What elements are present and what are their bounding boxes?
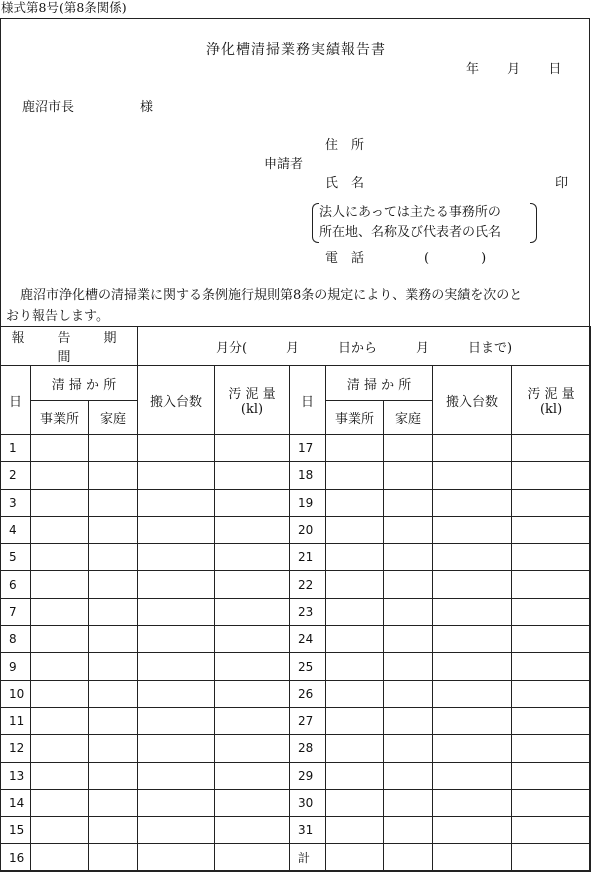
addressee-name: 鹿沼市長 <box>22 100 75 115</box>
units-cell-right[interactable] <box>433 626 512 653</box>
sludge-cell-left[interactable] <box>215 707 290 734</box>
office-cell-right[interactable] <box>326 462 384 489</box>
sludge-cell-left[interactable] <box>215 817 290 844</box>
table-row <box>1 653 591 680</box>
units-cell-right[interactable] <box>433 598 512 625</box>
household-cell-left[interactable] <box>89 598 138 625</box>
household-cell-left[interactable] <box>89 571 138 598</box>
office-cell-right[interactable] <box>326 489 384 516</box>
units-cell-left[interactable] <box>138 571 215 598</box>
sludge-cell-left[interactable] <box>215 762 290 789</box>
sludge-cell-right[interactable] <box>512 462 591 489</box>
applicant-label: 申請者 <box>264 157 304 172</box>
left-bracket <box>312 203 319 243</box>
units-cell-right[interactable] <box>433 817 512 844</box>
day-number-left: 1 <box>1 435 31 462</box>
units-cell-left[interactable] <box>138 789 215 816</box>
household-cell-left[interactable] <box>89 844 138 871</box>
sludge-cell-right[interactable] <box>512 544 591 571</box>
sludge-cell-right[interactable] <box>512 598 591 625</box>
table-row <box>1 789 591 816</box>
units-cell-left[interactable] <box>138 707 215 734</box>
day-number-right: 31 <box>290 817 326 844</box>
day-header-right: 日 <box>290 366 326 435</box>
household-cell-left[interactable] <box>89 626 138 653</box>
office-cell-right[interactable] <box>326 544 384 571</box>
units-cell-left[interactable] <box>138 598 215 625</box>
sludge-cell-left[interactable] <box>215 544 290 571</box>
office-cell-right[interactable] <box>326 598 384 625</box>
household-cell-left[interactable] <box>89 544 138 571</box>
sludge-cell-right[interactable] <box>512 680 591 707</box>
units-cell-right[interactable] <box>433 489 512 516</box>
household-cell-right[interactable] <box>384 626 433 653</box>
office-cell-right[interactable] <box>326 653 384 680</box>
units-cell-left[interactable] <box>138 626 215 653</box>
month-label: 月 <box>507 62 521 77</box>
units-cell-right[interactable] <box>433 735 512 762</box>
day-number-right: 28 <box>290 735 326 762</box>
household-cell-left[interactable] <box>89 735 138 762</box>
sludge-header-left <box>215 366 290 435</box>
household-cell-right[interactable] <box>384 462 433 489</box>
sludge-cell-left[interactable] <box>215 680 290 707</box>
day-number-left: 3 <box>1 489 31 516</box>
sludge-cell-left[interactable] <box>215 435 290 462</box>
office-cell-left[interactable] <box>31 707 89 734</box>
body-text-line2: おり報告します。 <box>6 309 109 324</box>
office-cell-left[interactable] <box>31 789 89 816</box>
day-number-right: 27 <box>290 707 326 734</box>
office-cell-right[interactable] <box>326 571 384 598</box>
table-row <box>1 680 591 707</box>
units-cell-right[interactable] <box>433 789 512 816</box>
day-number-left: 15 <box>1 817 31 844</box>
day-number-left: 9 <box>1 653 31 680</box>
sludge-label-right: 汚 泥 量 <box>527 387 575 402</box>
office-cell-left[interactable] <box>31 626 89 653</box>
sludge-header-right <box>512 366 591 435</box>
table-row <box>1 844 591 871</box>
household-cell-left[interactable] <box>89 762 138 789</box>
day-rows <box>1 435 591 872</box>
office-header-left: 事業所 <box>31 401 89 435</box>
units-cell-right[interactable] <box>433 844 512 871</box>
household-cell-left[interactable] <box>89 435 138 462</box>
sludge-cell-left[interactable] <box>215 626 290 653</box>
units-cell-right[interactable] <box>433 653 512 680</box>
cleaning-places-header-right: 清 掃 か 所 <box>326 366 433 401</box>
form-title: 浄化槽清掃業務実績報告書 <box>206 42 386 58</box>
table-row <box>1 626 591 653</box>
sludge-cell-right[interactable] <box>512 789 591 816</box>
table-row <box>1 735 591 762</box>
name-label: 氏 名 <box>325 176 365 191</box>
day-number-left: 4 <box>1 516 31 543</box>
office-cell-left[interactable] <box>31 571 89 598</box>
day-number-right: 24 <box>290 626 326 653</box>
units-cell-right[interactable] <box>433 571 512 598</box>
report-period-label: 報 告 期 間 <box>1 327 138 366</box>
form-number-caption: 様式第8号(第8条関係) <box>1 0 127 15</box>
day-number-right: 22 <box>290 571 326 598</box>
day-number-left: 5 <box>1 544 31 571</box>
household-cell-right[interactable] <box>384 435 433 462</box>
office-cell-right[interactable] <box>326 680 384 707</box>
units-cell-right[interactable] <box>433 680 512 707</box>
office-cell-right[interactable] <box>326 435 384 462</box>
table-row <box>1 762 591 789</box>
corporation-note-line1: 法人にあっては主たる事務所の <box>319 205 501 220</box>
sludge-cell-right[interactable] <box>512 516 591 543</box>
sludge-label-left: 汚 泥 量 <box>228 387 276 402</box>
household-header-right: 家庭 <box>384 401 433 435</box>
day-label: 日 <box>548 62 562 77</box>
office-cell-right[interactable] <box>326 844 384 871</box>
sludge-cell-right[interactable] <box>512 653 591 680</box>
office-header-right: 事業所 <box>326 401 384 435</box>
household-cell-right[interactable] <box>384 735 433 762</box>
corporation-note <box>312 203 537 243</box>
sludge-cell-left[interactable] <box>215 789 290 816</box>
units-cell-left[interactable] <box>138 735 215 762</box>
day-number-left: 11 <box>1 707 31 734</box>
household-cell-right[interactable] <box>384 598 433 625</box>
household-cell-right[interactable] <box>384 653 433 680</box>
day-number-left: 7 <box>1 598 31 625</box>
units-cell-right[interactable] <box>433 516 512 543</box>
header-row-1 <box>1 366 591 401</box>
sludge-cell-right[interactable] <box>512 489 591 516</box>
day-number-left: 2 <box>1 462 31 489</box>
corporation-note-text <box>319 203 501 243</box>
household-cell-left[interactable] <box>89 516 138 543</box>
units-cell-left[interactable] <box>138 653 215 680</box>
household-cell-right[interactable] <box>384 571 433 598</box>
units-cell-left[interactable] <box>138 680 215 707</box>
household-cell-left[interactable] <box>89 489 138 516</box>
day-number-right: 21 <box>290 544 326 571</box>
day-number-right: 20 <box>290 516 326 543</box>
units-cell-right[interactable] <box>433 707 512 734</box>
units-cell-right[interactable] <box>433 462 512 489</box>
household-cell-right[interactable] <box>384 680 433 707</box>
units-cell-left[interactable] <box>138 489 215 516</box>
seal-mark: 印 <box>555 176 569 191</box>
sludge-cell-right[interactable] <box>512 762 591 789</box>
sludge-cell-right[interactable] <box>512 626 591 653</box>
household-cell-right[interactable] <box>384 789 433 816</box>
table-row <box>1 707 591 734</box>
phone-parens: ( ) <box>424 251 487 266</box>
sludge-cell-left[interactable] <box>215 516 290 543</box>
table-row <box>1 598 591 625</box>
office-cell-right[interactable] <box>326 626 384 653</box>
office-cell-right[interactable] <box>326 762 384 789</box>
report-period-row <box>1 327 591 366</box>
date-line <box>466 58 561 77</box>
office-cell-left[interactable] <box>31 844 89 871</box>
sludge-cell-right[interactable] <box>512 817 591 844</box>
office-cell-left[interactable] <box>31 762 89 789</box>
sludge-cell-right[interactable] <box>512 735 591 762</box>
office-cell-left[interactable] <box>31 680 89 707</box>
day-number-right: 18 <box>290 462 326 489</box>
household-cell-right[interactable] <box>384 844 433 871</box>
units-cell-left[interactable] <box>138 516 215 543</box>
household-cell-right[interactable] <box>384 516 433 543</box>
office-cell-left[interactable] <box>31 516 89 543</box>
sludge-cell-left[interactable] <box>215 571 290 598</box>
office-cell-left[interactable] <box>31 435 89 462</box>
units-cell-left[interactable] <box>138 435 215 462</box>
sludge-cell-right[interactable] <box>512 707 591 734</box>
corporation-note-line2: 所在地、名称及び代表者の氏名 <box>319 225 502 240</box>
cleaning-places-header-left: 清 掃 か 所 <box>31 366 138 401</box>
table-row <box>1 571 591 598</box>
units-cell-left[interactable] <box>138 544 215 571</box>
household-cell-left[interactable] <box>89 462 138 489</box>
day-number-right: 25 <box>290 653 326 680</box>
table-row <box>1 462 591 489</box>
report-table <box>0 326 591 872</box>
units-header-left: 搬入台数 <box>138 366 215 435</box>
office-cell-right[interactable] <box>326 516 384 543</box>
household-cell-right[interactable] <box>384 817 433 844</box>
addressee-honorific: 様 <box>140 100 154 115</box>
office-cell-left[interactable] <box>31 817 89 844</box>
units-cell-right[interactable] <box>433 544 512 571</box>
office-cell-right[interactable] <box>326 707 384 734</box>
day-number-left: 6 <box>1 571 31 598</box>
day-number-right: 23 <box>290 598 326 625</box>
household-header-left: 家庭 <box>89 401 138 435</box>
units-cell-left[interactable] <box>138 817 215 844</box>
day-number-left: 8 <box>1 626 31 653</box>
units-cell-right[interactable] <box>433 435 512 462</box>
office-cell-left[interactable] <box>31 544 89 571</box>
table-row <box>1 817 591 844</box>
day-number-right: 26 <box>290 680 326 707</box>
office-cell-left[interactable] <box>31 653 89 680</box>
office-cell-right[interactable] <box>326 789 384 816</box>
household-cell-right[interactable] <box>384 707 433 734</box>
office-cell-left[interactable] <box>31 489 89 516</box>
units-cell-left[interactable] <box>138 762 215 789</box>
day-number-left: 13 <box>1 762 31 789</box>
table-row <box>1 544 591 571</box>
sludge-cell-left[interactable] <box>215 844 290 871</box>
day-header-left: 日 <box>1 366 31 435</box>
sludge-cell-right[interactable] <box>512 571 591 598</box>
sludge-unit-left: (kl) <box>240 402 264 417</box>
sludge-unit-right: (kl) <box>539 402 563 417</box>
sludge-cell-left[interactable] <box>215 462 290 489</box>
day-number-right: 19 <box>290 489 326 516</box>
household-cell-left[interactable] <box>89 653 138 680</box>
office-cell-left[interactable] <box>31 598 89 625</box>
sludge-cell-left[interactable] <box>215 489 290 516</box>
table-row <box>1 489 591 516</box>
year-label: 年 <box>466 62 480 77</box>
office-cell-right[interactable] <box>326 735 384 762</box>
units-cell-left[interactable] <box>138 462 215 489</box>
day-number-right: 計 <box>290 844 326 871</box>
sludge-cell-left[interactable] <box>215 735 290 762</box>
office-cell-left[interactable] <box>31 462 89 489</box>
sludge-cell-left[interactable] <box>215 598 290 625</box>
office-cell-right[interactable] <box>326 817 384 844</box>
units-cell-right[interactable] <box>433 762 512 789</box>
day-number-right: 30 <box>290 789 326 816</box>
body-text-line1: 鹿沼市浄化槽の清掃業に関する条例施行規則第8条の規定により、業務の実績を次のと <box>20 288 523 303</box>
household-cell-left[interactable] <box>89 707 138 734</box>
phone-label: 電 話 <box>325 251 365 266</box>
household-cell-right[interactable] <box>384 489 433 516</box>
sludge-cell-right[interactable] <box>512 435 591 462</box>
day-number-left: 16 <box>1 844 31 871</box>
table-row <box>1 435 591 462</box>
sludge-cell-right[interactable] <box>512 844 591 871</box>
household-cell-right[interactable] <box>384 544 433 571</box>
household-cell-right[interactable] <box>384 762 433 789</box>
office-cell-left[interactable] <box>31 735 89 762</box>
day-number-left: 10 <box>1 680 31 707</box>
household-cell-left[interactable] <box>89 680 138 707</box>
units-header-right: 搬入台数 <box>433 366 512 435</box>
units-cell-left[interactable] <box>138 844 215 871</box>
day-number-left: 14 <box>1 789 31 816</box>
day-number-left: 12 <box>1 735 31 762</box>
day-number-right: 17 <box>290 435 326 462</box>
table-row <box>1 516 591 543</box>
address-label: 住 所 <box>325 138 365 153</box>
report-period-value[interactable]: 月分( 月 日から 月 日まで) <box>138 327 591 366</box>
day-number-right: 29 <box>290 762 326 789</box>
sludge-cell-left[interactable] <box>215 653 290 680</box>
household-cell-left[interactable] <box>89 817 138 844</box>
household-cell-left[interactable] <box>89 789 138 816</box>
right-bracket <box>530 203 537 243</box>
